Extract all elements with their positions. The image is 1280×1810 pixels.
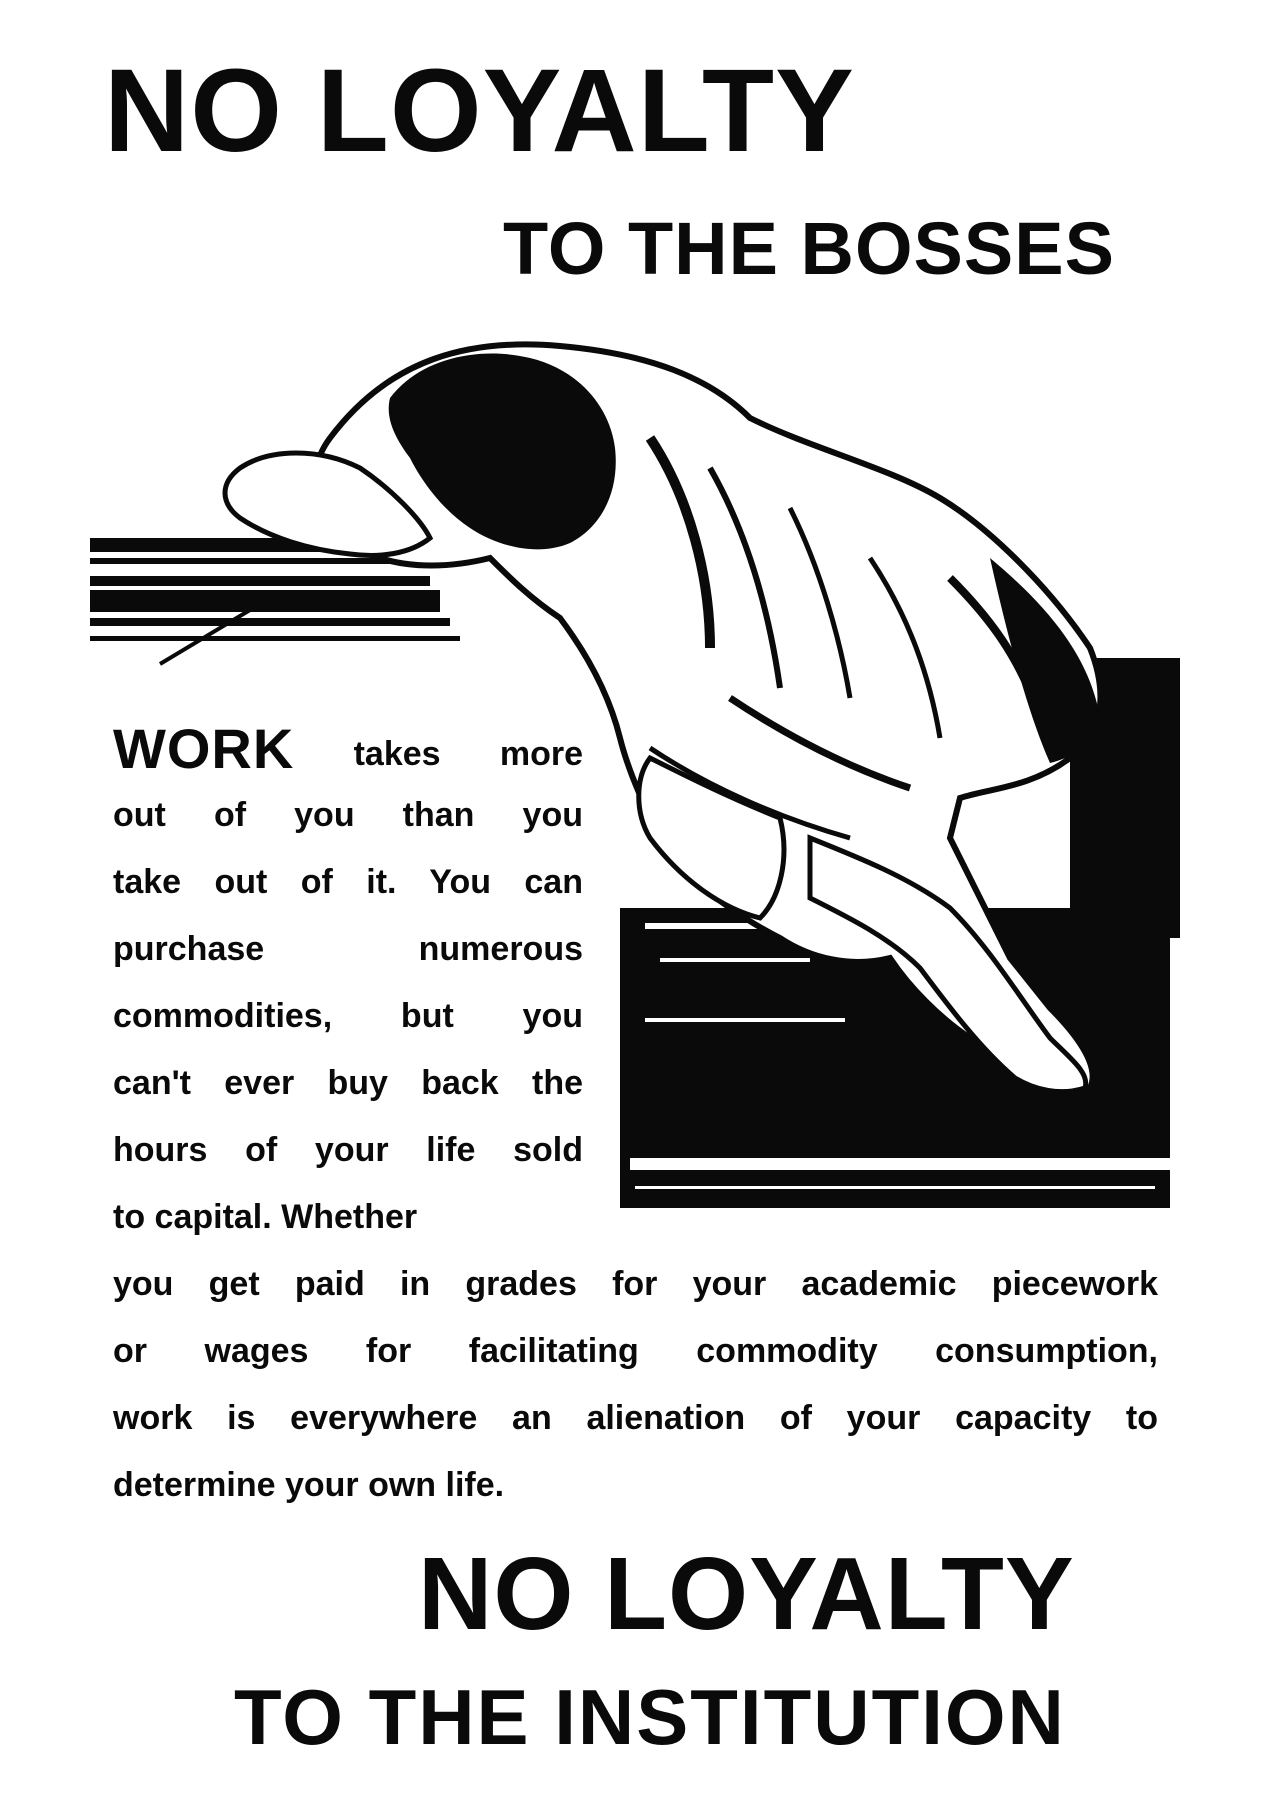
subhead-bottom: TO THE INSTITUTION (234, 1673, 1066, 1761)
body-line: can't ever buy back the (113, 1064, 583, 1102)
body-line: out of you than you (113, 796, 583, 834)
body-line: hours of your life sold (113, 1131, 583, 1169)
subhead-top: TO THE BOSSES (503, 207, 1115, 290)
body-line: determine your own life. (113, 1466, 505, 1504)
body-line: work is everywhere an alienation of your capacity to (113, 1399, 1158, 1437)
body-line: or wages for facilitating commodity consumption, (113, 1332, 1158, 1370)
body-line: to capital. Whether (113, 1198, 418, 1236)
body-line: you get paid in grades for your academic piecework (113, 1265, 1158, 1303)
headline-top: NO LOYALTY (104, 45, 855, 177)
body-line: take out of it. You can (113, 863, 583, 901)
body-line: commodities, but you (113, 997, 583, 1035)
body-line-1 (113, 715, 583, 782)
body-line-1-rest: takes more (353, 735, 584, 773)
lead-word: WORK (113, 717, 295, 780)
headline-bottom: NO LOYALTY (418, 1536, 1075, 1651)
body-line: purchase numerous (113, 930, 583, 968)
body-copy (113, 715, 1163, 1519)
